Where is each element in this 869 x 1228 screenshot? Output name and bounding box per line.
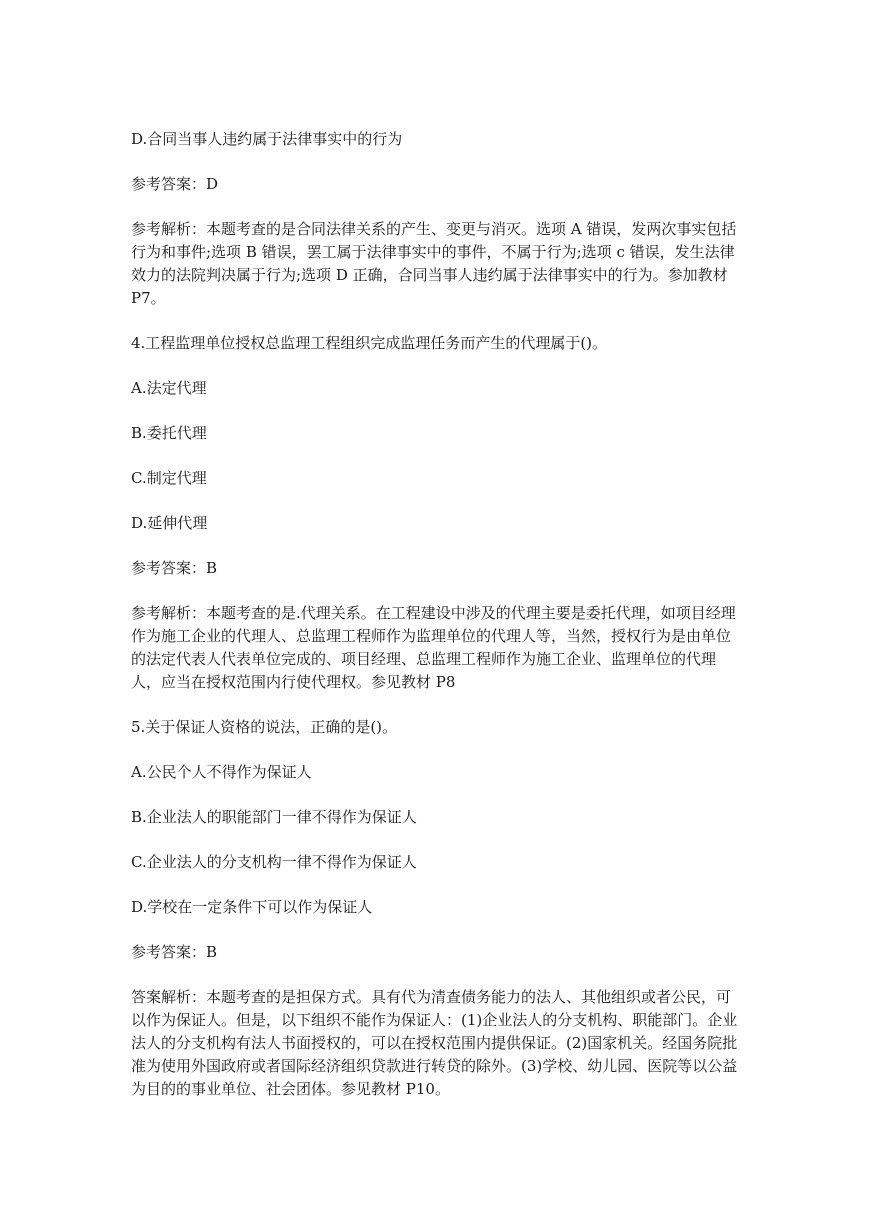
- q4-question: 4.工程监理单位授权总监理工程组织完成监理任务而产生的代理属于()。: [131, 334, 608, 352]
- q3-answer: 参考答案：D: [131, 175, 219, 193]
- q5-option-a: A.公民个人不得作为保证人: [131, 763, 312, 781]
- q4-option-d: D.延伸代理: [131, 514, 208, 532]
- q4-option-c: C.制定代理: [131, 469, 207, 487]
- q4-option-b: B.委托代理: [131, 424, 207, 442]
- q5-question: 5.关于保证人资格的说法，正确的是()。: [131, 718, 398, 736]
- document-page: [131, 128, 741, 1101]
- q4-answer: 参考答案：B: [131, 559, 218, 577]
- q5-answer: 参考答案：B: [131, 943, 218, 961]
- q5-option-b: B.企业法人的职能部门一律不得作为保证人: [131, 808, 417, 826]
- q4-option-a: A.法定代理: [131, 379, 207, 397]
- q5-analysis: 答案解析：本题考查的是担保方式。具有代为清查债务能力的法人、其他组织或者公民，可以作为保证人。但是，以下组织不能作为保证人：(1)企业法人的分支机构、职能部门。企业法人的分支机构有法人书面授权的，可以在授权范围内提供保证。(2)国家机关。经国务院批准为使用外国政府或者国际经济组织贷款进行转贷的除外。(3)学校、幼儿园、医院等以公益为目的的事业单位、社会团体。参见教材 P10。: [131, 988, 738, 1098]
- q3-analysis: 参考解析：本题考查的是合同法律关系的产生、变更与消灭。选项 A 错误，发两次事实包括行为和事件;选项 B 错误，罢工属于法律事实中的事件，不属于行为;选项 c 错误，发生法律效力的法院判决属于行为;选项 D 正确，合同当事人违约属于法律事实中的行为。参加教材 P7。: [131, 220, 737, 307]
- q3-option-d: D.合同当事人违约属于法律事实中的行为: [131, 130, 403, 148]
- q5-option-c: C.企业法人的分支机构一律不得作为保证人: [131, 853, 417, 871]
- q5-option-d: D.学校在一定条件下可以作为保证人: [131, 898, 373, 916]
- q4-analysis: 参考解析：本题考查的是.代理关系。在工程建设中涉及的代理主要是委托代理，如项目经理作为施工企业的代理人、总监理工程师作为监理单位的代理人等，当然，授权行为是由单位的法定代表人代表单位完成的、项目经理、总监理工程师作为施工企业、监理单位的代理人，应当在授权范围内行使代理权。参见教材 P8: [131, 604, 736, 691]
